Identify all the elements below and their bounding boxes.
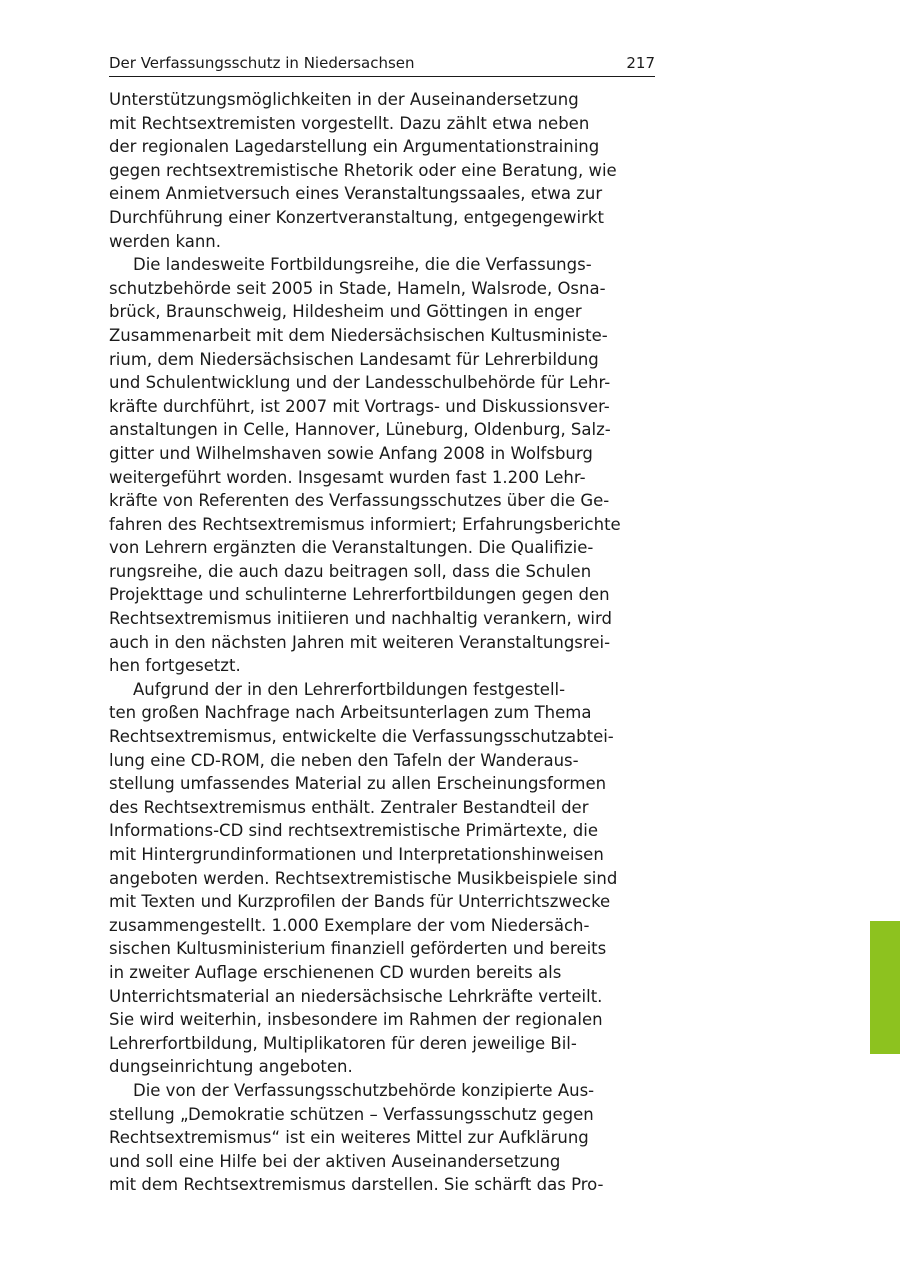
text-line: ten großen Nachfrage nach Arbeitsunterlagen zum Thema: [109, 703, 592, 723]
text-line: Rechtsextremismus“ ist ein weiteres Mittel zur Aufklärung: [109, 1128, 589, 1148]
header-divider: [109, 76, 655, 77]
text-line: stellung umfassendes Material zu allen Erscheinungsformen: [109, 774, 607, 794]
chapter-tab-marker: [870, 921, 900, 1054]
text-line: zusammengestellt. 1.000 Exemplare der vom Niedersäch-: [109, 915, 590, 935]
text-line: brück, Braunschweig, Hildesheim und Göttingen in enger: [109, 302, 582, 322]
text-line: gitter und Wilhelmshaven sowie Anfang 2008 in Wolfsburg: [109, 443, 593, 463]
text-line: Sie wird weiterhin, insbesondere im Rahmen der regionalen: [109, 1010, 603, 1030]
text-line: rium, dem Niedersächsischen Landesamt für Lehrerbildung: [109, 349, 599, 369]
text-line: hen fortgesetzt.: [109, 656, 241, 676]
text-line: werden kann.: [109, 231, 222, 251]
text-line: stellung „Demokratie schützen – Verfassungsschutz gegen: [109, 1104, 594, 1124]
text-line: Unterstützungsmöglichkeiten in der Auseinandersetzung: [109, 90, 579, 109]
text-line: Die landesweite Fortbildungsreihe, die die Verfassungs-: [133, 255, 592, 275]
text-line: mit dem Rechtsextremismus darstellen. Sie schärft das Pro-: [109, 1175, 604, 1195]
text-line: fahren des Rechtsextremismus informiert; Erfahrungsberichte: [109, 514, 621, 534]
running-title: Der Verfassungsschutz in Niedersachsen: [109, 54, 415, 72]
text-line: mit Hintergrundinformationen und Interpretationshinweisen: [109, 845, 604, 864]
text-line: Die von der Verfassungsschutzbehörde konzipierte Aus-: [133, 1080, 595, 1100]
text-line: auch in den nächsten Jahren mit weiteren Veranstaltungsrei-: [109, 632, 611, 652]
text-line: Lehrerfortbildung, Multiplikatoren für deren jeweilige Bil-: [109, 1033, 577, 1053]
text-line: mit Rechtsextremisten vorgestellt. Dazu zählt etwa neben: [109, 113, 590, 133]
text-line: Rechtsextremismus initiieren und nachhaltig verankern, wird: [109, 609, 612, 629]
text-line: Zusammenarbeit mit dem Niedersächsischen Kultusministe-: [109, 325, 608, 345]
text-line: lung eine CD-ROM, die neben den Tafeln der Wanderaus-: [109, 750, 579, 770]
text-line: Aufgrund der in den Lehrerfortbildungen festgestell-: [133, 679, 566, 699]
text-line: sischen Kultusministerium finanziell geförderten und bereits: [109, 939, 607, 959]
page-number: 217: [626, 54, 655, 72]
text-line: kräfte von Referenten des Verfassungsschutzes über die Ge-: [109, 491, 610, 511]
text-line: rungsreihe, die auch dazu beitragen soll, dass die Schulen: [109, 561, 592, 581]
running-header: [109, 53, 655, 73]
text-line: Rechtsextremismus, entwickelte die Verfassungsschutzabtei-: [109, 727, 614, 747]
text-line: der regionalen Lagedarstellung ein Argumentationstraining: [109, 137, 600, 157]
text-line: weitergeführt worden. Insgesamt wurden fast 1.200 Lehr-: [109, 467, 586, 487]
text-line: anstaltungen in Celle, Hannover, Lüneburg, Oldenburg, Salz-: [109, 420, 611, 440]
text-line: angeboten werden. Rechtsextremistische Musikbeispiele sind: [109, 868, 618, 888]
text-line: Unterrichtsmaterial an niedersächsische Lehrkräfte verteilt.: [109, 986, 603, 1006]
text-line: schutzbehörde seit 2005 in Stade, Hameln, Walsrode, Osna-: [109, 278, 606, 298]
text-line: dungseinrichtung angeboten.: [109, 1057, 353, 1077]
text-line: des Rechtsextremismus enthält. Zentraler Bestandteil der: [109, 797, 589, 817]
text-line: einem Anmietversuch eines Veranstaltungssaales, etwa zur: [109, 184, 603, 204]
text-line: mit Texten und Kurzprofilen der Bands für Unterrichtszwecke: [109, 892, 611, 912]
text-line: und soll eine Hilfe bei der aktiven Auseinandersetzung: [109, 1151, 561, 1171]
text-line: und Schulentwicklung und der Landesschulbehörde für Lehr-: [109, 373, 611, 393]
text-line: von Lehrern ergänzten die Veranstaltungen. Die Qualifizie-: [109, 538, 594, 558]
text-line: kräfte durchführt, ist 2007 mit Vortrags- und Diskussionsver-: [109, 396, 610, 416]
text-line: Informations-CD sind rechtsextremistische Primärtexte, die: [109, 821, 598, 841]
text-line: in zweiter Auflage erschienenen CD wurden bereits als: [109, 962, 562, 982]
body-text: [109, 88, 669, 1197]
text-line: Projekttage und schulinterne Lehrerfortbildungen gegen den: [109, 585, 610, 605]
text-line: Durchführung einer Konzertveranstaltung, entgegengewirkt: [109, 207, 604, 227]
text-line: gegen rechtsextremistische Rhetorik oder eine Beratung, wie: [109, 160, 617, 180]
